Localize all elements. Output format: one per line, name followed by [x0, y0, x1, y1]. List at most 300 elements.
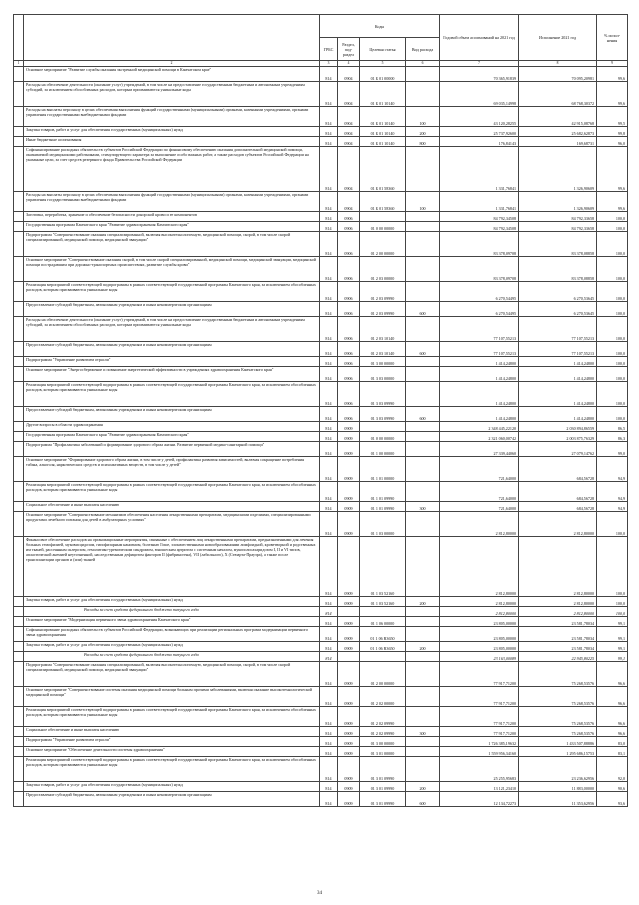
row-index [14, 642, 24, 652]
table-row [14, 687, 628, 707]
row-index [14, 212, 24, 222]
row-index [14, 107, 24, 127]
row-plan-amount: 1 414,24800 [440, 382, 519, 407]
row-target-article: 01 2 02 09990 [360, 707, 406, 727]
row-name: Софинансирование расходных обязательств субъектов Российской Федерации по финансовому обеспечению оказания дополнительной медицинской помощи, оказываемой медицинскими работниками, стимулирующего характера за выполнение особо важных работ, а также расходов субъектов Российской Федерации на указанные цели, за счет средств резервного фонда Правительства Российской Федерации [24, 147, 320, 192]
row-plan-amount: 13 121,23410 [440, 782, 519, 792]
row-plan-amount: 77 917,71200 [440, 662, 519, 687]
row-plan-amount: 2 348 445,22120 [440, 422, 519, 432]
table-row [14, 792, 628, 807]
row-target-article: 01 3 03 00000 [360, 367, 406, 382]
row-target-article: 01 3 03 09990 [360, 382, 406, 407]
row-target-article: 01 2 00 00000 [360, 232, 406, 257]
row-name: Основное мероприятие "Развитие службы оказания экстренной медицинской помощи в Камчатском крае" [24, 67, 320, 82]
row-grbs: 814 [320, 257, 338, 282]
row-index [14, 757, 24, 782]
table-row [14, 482, 628, 502]
row-plan-amount: 1 726 385,19632 [440, 737, 519, 747]
row-percent: 83,0 [597, 737, 628, 747]
row-razdel: 0909 [338, 747, 360, 757]
row-fact-amount: 77 107,55213 [519, 342, 597, 357]
row-plan-amount: 83 378,09708 [440, 257, 519, 282]
row-index [14, 727, 24, 737]
row-expense-type [406, 367, 440, 382]
row-target-article: 01 3 01 00000 [360, 747, 406, 757]
row-plan-amount: 84 792,34508 [440, 212, 519, 222]
row-target-article: 01 0 00 00000 [360, 432, 406, 442]
header-name [24, 15, 320, 61]
row-name: Закупка товаров, работ и услуг для обеспечения государственных (муниципальных) нужд [24, 642, 320, 652]
row-target-article: 01 Б 01 00000 [360, 67, 406, 82]
row-grbs: 814 [320, 367, 338, 382]
row-plan-amount: 721,64000 [440, 457, 519, 482]
row-expense-type [406, 282, 440, 302]
row-plan-amount: 2 812,80000 [440, 607, 519, 617]
row-index [14, 512, 24, 537]
row-razdel: 0909 [338, 782, 360, 792]
row-target-article: 01 0 00 00000 [360, 222, 406, 232]
row-grbs: 814 [320, 67, 338, 82]
row-name: Подпрограмма "Управление развитием отрасли" [24, 357, 320, 367]
row-index [14, 67, 24, 82]
row-index [14, 137, 24, 147]
row-index [14, 192, 24, 212]
row-grbs: 814 [320, 192, 338, 212]
row-index [14, 707, 24, 727]
row-expense-type: 100 [406, 192, 440, 212]
row-target-article: 01 1 03 00000 [360, 512, 406, 537]
row-grbs: 814 [320, 607, 338, 617]
row-name: Расходы на обеспечение деятельности (оказание услуг) учреждений, в том числе на предоставление государственным бюджетным и автономным учреждениям субсидий, за исключением обособленных расходов, которым присваиваются уникальные коды [24, 317, 320, 342]
row-fact-amount: 75 268,53576 [519, 687, 597, 707]
row-target-article: 01 3 00 00000 [360, 357, 406, 367]
row-name: Реализация мероприятий соответствующей подпрограммы в рамках соответствующей государственной программы Камчатского края, за исключением обособленных расходов, которым присваиваются уникальные коды [24, 382, 320, 407]
row-expense-type [406, 662, 440, 687]
row-grbs: 814 [320, 137, 338, 147]
row-grbs: 814 [320, 782, 338, 792]
row-fact-amount: 2 812,80000 [519, 607, 597, 617]
row-razdel: 0909 [338, 482, 360, 502]
row-index [14, 342, 24, 357]
row-expense-type: 200 [406, 782, 440, 792]
row-expense-type [406, 232, 440, 257]
column-number: 1 [14, 61, 24, 67]
row-target-article: 01 Б 01 10140 [360, 137, 406, 147]
row-fact-amount: 2 812,80000 [519, 512, 597, 537]
row-grbs: 814 [320, 502, 338, 512]
row-name: Предоставление субсидий бюджетным, автономным учреждениям и иным некоммерческим организациям [24, 302, 320, 317]
row-percent: 100,0 [597, 537, 628, 597]
row-name: Подпрограмма "Совершенствование оказания специализированной, включая высокотехнологичную, медицинской помощи, скорой, в том числе скорой специализированной, медицинской помощи, медицинской эвакуации" [24, 232, 320, 257]
row-fact-amount: 83 378,08858 [519, 232, 597, 257]
row-plan-amount: 2 812,80000 [440, 512, 519, 537]
row-fact-amount: 27 079,14762 [519, 442, 597, 457]
row-expense-type [406, 442, 440, 457]
column-number: 5 [360, 61, 406, 67]
row-razdel: 0909 [338, 537, 360, 597]
row-razdel: 0909 [338, 457, 360, 482]
table-row [14, 302, 628, 317]
row-index [14, 687, 24, 707]
row-target-article: 01 Б 01 10140 [360, 107, 406, 127]
table-row [14, 407, 628, 422]
row-fact-amount: 75 268,53576 [519, 727, 597, 737]
row-percent: 100,0 [597, 342, 628, 357]
table-row [14, 127, 628, 137]
row-plan-amount: 1 559 956,34160 [440, 747, 519, 757]
row-grbs: 814 [320, 302, 338, 317]
row-expense-type [406, 382, 440, 407]
row-name: Расходы за счет средств федерального бюджета текущего года [24, 652, 320, 662]
row-index [14, 747, 24, 757]
row-expense-type [406, 432, 440, 442]
row-expense-type: 600 [406, 792, 440, 807]
row-grbs: 814 [320, 457, 338, 482]
row-plan-amount: 77 917,71200 [440, 707, 519, 727]
row-grbs: 814 [320, 597, 338, 607]
row-name: Предоставление субсидий бюджетным, автономным учреждениям и иным некоммерческим организациям [24, 407, 320, 422]
row-percent: 100,0 [597, 607, 628, 617]
row-fact-amount: 1 433 507,88886 [519, 737, 597, 747]
row-name: Основное мероприятие "Совершенствование оказания скорой, в том числе скорой специализированной, медицинской помощи, медицинской эвакуации, медицинской помощи пострадавшим при дорожно-транспортных происшествиях, развитие службы крови" [24, 257, 320, 282]
row-target-article: 01 3 01 09990 [360, 757, 406, 782]
column-number: 9 [597, 61, 628, 67]
row-target-article: 01 1 06 00000 [360, 617, 406, 627]
row-plan-amount: 12 134,72273 [440, 792, 519, 807]
row-percent: 100,0 [597, 512, 628, 537]
row-fact-amount: 1 414,24800 [519, 367, 597, 382]
row-name: Реализация мероприятий соответствующей подпрограммы в рамках соответствующей государственной программы Камчатского края, за исключением обособленных расходов, которым присваиваются уникальные коды [24, 757, 320, 782]
row-expense-type [406, 607, 440, 617]
table-row [14, 442, 628, 457]
row-plan-amount: 77 107,55213 [440, 342, 519, 357]
row-target-article: 01 3 00 00000 [360, 737, 406, 747]
row-percent: 96,6 [597, 662, 628, 687]
row-expense-type [406, 617, 440, 627]
row-grbs: 814 [320, 687, 338, 707]
row-name: Расходы на выплаты персоналу в целях обеспечения выполнения функций государственными (муниципальными) органами, казенными учреждениями, органами управления государственными внебюджетными фондами [24, 192, 320, 212]
row-fact-amount: 25 682,62873 [519, 127, 597, 137]
row-index [14, 147, 24, 192]
row-grbs: 814 [320, 747, 338, 757]
row-razdel: 0906 [338, 367, 360, 382]
row-expense-type [406, 737, 440, 747]
row-razdel: 0909 [338, 727, 360, 737]
row-razdel: 0909 [338, 627, 360, 642]
table-row [14, 662, 628, 687]
row-grbs: 814 [320, 357, 338, 367]
row-percent: 100,0 [597, 367, 628, 382]
row-expense-type [406, 357, 440, 367]
row-percent: 99,0 [597, 442, 628, 457]
row-target-article: 01 3 03 09990 [360, 407, 406, 422]
row-target-article: 01 1 01 09990 [360, 482, 406, 502]
row-razdel: 0904 [338, 107, 360, 127]
table-row [14, 502, 628, 512]
row-index [14, 782, 24, 792]
header-index [14, 15, 24, 61]
row-grbs: 814 [320, 757, 338, 782]
row-name: Государственная программа Камчатского края "Развитие здравоохранения Камчатского края" [24, 222, 320, 232]
row-fact-amount: 1 295 686,15753 [519, 747, 597, 757]
row-razdel: 0909 [338, 687, 360, 707]
row-grbs: 814 [320, 727, 338, 737]
row-fact-amount: 23 581,78034 [519, 627, 597, 642]
row-grbs: 814 [320, 317, 338, 342]
row-fact-amount: 684,56728 [519, 502, 597, 512]
row-expense-type [406, 147, 440, 192]
row-razdel: 0904 [338, 67, 360, 82]
row-plan-amount: 23 163,00089 [440, 652, 519, 662]
row-razdel: 0906 [338, 222, 360, 232]
row-grbs: 814 [320, 382, 338, 407]
row-plan-amount: 2 812,80000 [440, 597, 519, 607]
row-plan-amount: 70 365,91839 [440, 67, 519, 82]
row-target-article [360, 422, 406, 432]
table-row [14, 192, 628, 212]
row-name: Иные бюджетные ассигнования [24, 137, 320, 147]
row-target-article: 01 1 01 00000 [360, 457, 406, 482]
row-razdel: 0909 [338, 792, 360, 807]
row-target-article: 01 Б 01 10140 [360, 82, 406, 107]
row-plan-amount: 25 255,95683 [440, 757, 519, 782]
row-expense-type [406, 687, 440, 707]
row-plan-amount: 25 737,92600 [440, 127, 519, 137]
row-grbs: 814 [320, 232, 338, 257]
row-name: Подпрограмма "Профилактика заболеваний и формирование здорового образа жизни. Развитие первичной медико-санитарной помощи" [24, 442, 320, 457]
row-expense-type: 300 [406, 502, 440, 512]
row-index [14, 407, 24, 422]
row-razdel: 0906 [338, 232, 360, 257]
column-number: 6 [406, 61, 440, 67]
row-index [14, 232, 24, 257]
row-percent: 100,0 [597, 357, 628, 367]
row-fact-amount: 84 792,33658 [519, 212, 597, 222]
row-target-article: 01 3 01 09990 [360, 782, 406, 792]
row-percent: 92,0 [597, 757, 628, 782]
row-fact-amount: 11 353,62956 [519, 792, 597, 807]
row-plan-amount: 43 120,28255 [440, 107, 519, 127]
row-fact-amount: 23 236,62956 [519, 757, 597, 782]
table-row [14, 257, 628, 282]
row-percent: 86,3 [597, 432, 628, 442]
row-expense-type: 600 [406, 407, 440, 422]
row-razdel: 0906 [338, 342, 360, 357]
row-index [14, 422, 24, 432]
row-name: Основное мероприятие "Энергосбережение и повышение энергетической эффективности в учреждениях здравоохранения Камчатского края" [24, 367, 320, 382]
row-expense-type: 800 [406, 137, 440, 147]
header-plan: Годовой объем ассигнований на 2021 год [440, 15, 519, 61]
row-target-article: 01 Б 01 58360 [360, 147, 406, 192]
row-percent: 96,6 [597, 707, 628, 727]
row-grbs: 814 [320, 707, 338, 727]
row-index [14, 357, 24, 367]
row-razdel: 0906 [338, 357, 360, 367]
row-expense-type: 100 [406, 107, 440, 127]
row-name: Реализация мероприятий соответствующей подпрограммы в рамках соответствующей государственной программы Камчатского края, за исключением обособленных расходов, которым присваиваются уникальные коды [24, 707, 320, 727]
row-grbs: 814 [320, 537, 338, 597]
row-target-article [360, 652, 406, 662]
row-grbs: 814 [320, 432, 338, 442]
row-index [14, 737, 24, 747]
row-razdel: 0909 [338, 432, 360, 442]
row-fact-amount: 169,68731 [519, 137, 597, 147]
row-percent: 99,1 [597, 617, 628, 627]
table-row [14, 107, 628, 127]
row-expense-type [406, 212, 440, 222]
row-percent: 83,1 [597, 747, 628, 757]
row-index [14, 502, 24, 512]
header-tsel: Целевая статья [360, 38, 406, 61]
row-target-article: 01 2 02 09990 [360, 727, 406, 737]
row-name: Закупка товаров, работ и услуг для обеспечения государственных (муниципальных) нужд [24, 127, 320, 137]
row-target-article: 01 2 03 10140 [360, 317, 406, 342]
table-row [14, 652, 628, 662]
row-percent: 94,9 [597, 482, 628, 502]
row-fact-amount: 1 326,90609 [519, 147, 597, 192]
row-percent: 99,6 [597, 192, 628, 212]
table-row [14, 147, 628, 192]
table-row [14, 422, 628, 432]
row-percent: 96,0 [597, 137, 628, 147]
row-expense-type: 200 [406, 127, 440, 137]
row-fact-amount: 75 268,53576 [519, 662, 597, 687]
table-row [14, 137, 628, 147]
table-row [14, 367, 628, 382]
row-percent: 100,0 [597, 222, 628, 232]
row-grbs: 814 [320, 107, 338, 127]
table-row [14, 232, 628, 257]
row-index [14, 282, 24, 302]
row-name: Подпрограмма "Совершенствование оказания специализированной, включая высокотехнологичную, медицинской помощи, скорой, в том числе скорой специализированной, медицинской помощи, медицинской эвакуации" [24, 662, 320, 687]
row-target-article: 01 1 06 R3650 [360, 627, 406, 642]
row-grbs: 814 [320, 147, 338, 192]
row-index [14, 367, 24, 382]
row-plan-amount: 1 414,24800 [440, 367, 519, 382]
row-razdel: 0909 [338, 707, 360, 727]
header-fact: Исполнение 2021 год [519, 15, 597, 61]
row-fact-amount: 1 414,24800 [519, 357, 597, 367]
table-row [14, 432, 628, 442]
row-expense-type [406, 627, 440, 642]
table-row [14, 382, 628, 407]
column-number: 7 [440, 61, 519, 67]
row-index [14, 537, 24, 597]
row-expense-type [406, 512, 440, 537]
row-target-article: 01 1 06 R3650 [360, 642, 406, 652]
row-target-article: 01 3 01 09990 [360, 792, 406, 807]
header-codes: Коды [320, 15, 440, 38]
column-number: 3 [320, 61, 338, 67]
row-plan-amount: 84 792,34508 [440, 222, 519, 232]
page-number: 34 [317, 891, 322, 896]
row-fact-amount: 2 003 875,76329 [519, 432, 597, 442]
table-row [14, 282, 628, 302]
row-plan-amount: 23 805,00000 [440, 627, 519, 642]
row-plan-amount: 6 270,54495 [440, 302, 519, 317]
table-row [14, 737, 628, 747]
row-target-article [360, 212, 406, 222]
table-row [14, 617, 628, 627]
row-name: Основное мероприятие "Модернизация первичного звена здравоохранения Камчатского края" [24, 617, 320, 627]
row-grbs: 814 [320, 127, 338, 137]
row-expense-type [406, 747, 440, 757]
row-grbs: 814 [320, 617, 338, 627]
row-razdel: 0909 [338, 422, 360, 432]
row-razdel: 0906 [338, 317, 360, 342]
row-fact-amount: 68 768,30372 [519, 82, 597, 107]
row-plan-amount: 77 107,55213 [440, 317, 519, 342]
row-fact-amount: 75 268,53576 [519, 707, 597, 727]
table-row [14, 597, 628, 607]
row-name: Социальное обеспечение и иные выплаты населению [24, 502, 320, 512]
table-row [14, 512, 628, 537]
row-percent: 96,6 [597, 687, 628, 707]
row-razdel: 0909 [338, 442, 360, 457]
row-razdel: 0909 [338, 512, 360, 537]
row-index [14, 617, 24, 627]
row-grbs: 814 [320, 212, 338, 222]
row-name: Заготовка, переработка, хранение и обеспечение безопасности донорской крови и ее компонентов [24, 212, 320, 222]
table-row [14, 457, 628, 482]
row-index [14, 482, 24, 502]
table-row [14, 357, 628, 367]
row-expense-type [406, 222, 440, 232]
row-razdel: 0904 [338, 192, 360, 212]
row-plan-amount: 23 805,00000 [440, 617, 519, 627]
row-fact-amount: 23 581,78034 [519, 642, 597, 652]
row-expense-type: 200 [406, 597, 440, 607]
row-percent: 94,9 [597, 457, 628, 482]
row-index [14, 382, 24, 407]
budget-execution-table [13, 14, 628, 807]
row-razdel: 0909 [338, 502, 360, 512]
row-expense-type [406, 652, 440, 662]
row-name: Финансовое обеспечение расходов на организационные мероприятия, связанные с обеспечением лиц лекарственными препаратами, предназначенными для лечения больных гемофилией, муковисцидозом, гипофизарным нанизмом, болезнью Гоше, злокачественными новообразованиями лимфоидной, кроветворной и родственных им тканей, рассеянным склерозом, гемолитико-уремическим синдромом, юношеским артритом с системным началом, мукополисахаридозом I, II и VI типов, апластической анемией неуточненной, наследственным дефицитом факторов II (фибриногена), VII (лабильного), X (Стюарта-Прауэра), а также после трансплантации органов и (или) тканей [24, 537, 320, 597]
row-index [14, 302, 24, 317]
row-razdel: 0909 [338, 642, 360, 652]
row-percent: 86,5 [597, 422, 628, 432]
row-grbs: 814 [320, 442, 338, 457]
row-percent: 99,1 [597, 642, 628, 652]
table-row [14, 757, 628, 782]
row-razdel: 0906 [338, 302, 360, 317]
table-row [14, 642, 628, 652]
row-fact-amount: 2 812,80000 [519, 597, 597, 607]
row-razdel: 0909 [338, 617, 360, 627]
row-percent: 99,6 [597, 82, 628, 107]
row-plan-amount: 1 414,24800 [440, 407, 519, 422]
row-name: Предоставление субсидий бюджетным, автономным учреждениям и иным некоммерческим организациям [24, 792, 320, 807]
row-expense-type [406, 707, 440, 727]
row-grbs: 814 [320, 422, 338, 432]
row-plan-amount: 1 331,76841 [440, 192, 519, 212]
row-fact-amount: 83 378,08858 [519, 257, 597, 282]
row-grbs: 814 [320, 737, 338, 747]
row-razdel: 0906 [338, 407, 360, 422]
row-grbs: 814 [320, 222, 338, 232]
row-expense-type [406, 457, 440, 482]
row-index [14, 257, 24, 282]
row-razdel: 0904 [338, 127, 360, 137]
row-fact-amount: 1 414,24800 [519, 407, 597, 422]
table-row [14, 782, 628, 792]
row-razdel: 0906 [338, 212, 360, 222]
row-grbs: 814 [320, 342, 338, 357]
table-row [14, 82, 628, 107]
table-row [14, 342, 628, 357]
row-index [14, 652, 24, 662]
